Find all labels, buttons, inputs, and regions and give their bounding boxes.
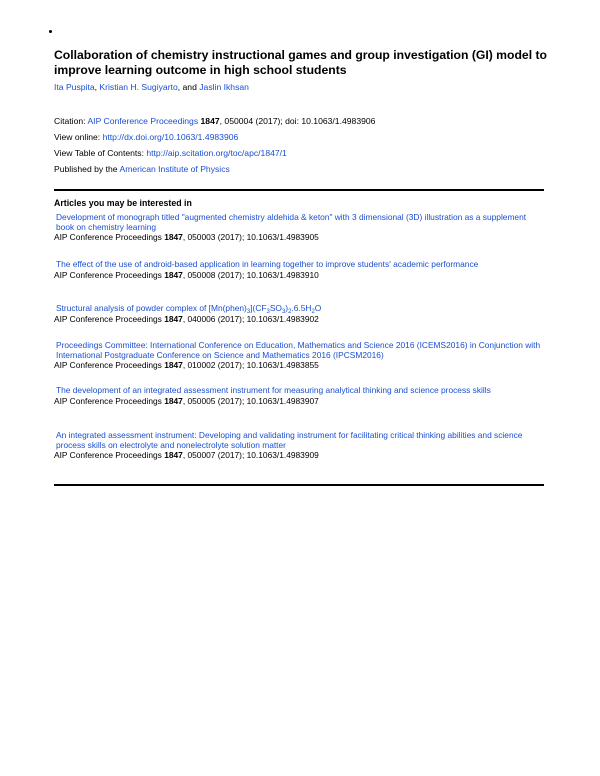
- published-by-label: Published by the: [54, 164, 120, 174]
- bullet-mark: [49, 30, 52, 33]
- author-list: [54, 82, 249, 93]
- article-citation: AIP Conference Proceedings 1847, 050008 (2017); 10.1063/1.4983910: [54, 269, 319, 280]
- view-online-label: View online:: [54, 132, 103, 142]
- related-articles-heading: Articles you may be interested in: [54, 198, 192, 208]
- related-article: [54, 431, 544, 461]
- publisher-link[interactable]: American Institute of Physics: [119, 164, 230, 174]
- article-citation: AIP Conference Proceedings 1847, 050005 (2017); 10.1063/1.4983907: [54, 395, 319, 406]
- related-article: [54, 260, 544, 281]
- author-link[interactable]: Kristian H. Sugiyarto: [99, 82, 178, 92]
- article-citation: AIP Conference Proceedings 1847, 050003 (2017); 10.1063/1.4983905: [54, 232, 319, 243]
- journal-link[interactable]: AIP Conference Proceedings: [87, 116, 199, 126]
- published-by-line: [54, 164, 230, 175]
- citation-line: [54, 116, 375, 127]
- article-title-link[interactable]: The effect of the use of android-based application in learning together to improve students' academic performance: [56, 259, 479, 269]
- doi-link[interactable]: http://dx.doi.org/10.1063/1.4983906: [102, 132, 239, 142]
- article-citation: AIP Conference Proceedings 1847, 050007 (2017); 10.1063/1.4983909: [54, 450, 319, 461]
- related-article: [54, 213, 544, 243]
- view-toc-line: [54, 148, 287, 159]
- author-link[interactable]: Jaslin Ikhsan: [199, 82, 249, 92]
- top-divider: [54, 189, 544, 191]
- article-title-link[interactable]: An integrated assessment instrument: Developing and validating instrument for facilitating critical thinking abilities and science process skills on electrolyte and nonelectrolyte solution matter: [56, 430, 523, 450]
- citation-volume: 1847: [200, 116, 220, 126]
- related-article: [54, 386, 544, 407]
- article-title-link[interactable]: Proceedings Committee: International Conference on Education, Mathematics and Science 2016 (ICEMS2016) in Conjunction with International Postgraduate Conference on Science and Mathematics 2016 (IPCSM2016): [56, 340, 541, 360]
- related-article: [54, 304, 544, 325]
- view-online-line: [54, 132, 238, 143]
- article-citation: AIP Conference Proceedings 1847, 040006 (2017); 10.1063/1.4983902: [54, 313, 319, 324]
- article-title-link[interactable]: Development of monograph titled "augmented chemistry aldehida & keton" with 3 dimensional (3D) illustration as a supplement book on chemistry learning: [56, 212, 527, 232]
- related-article: [54, 341, 544, 371]
- article-title-link[interactable]: The development of an integrated assessment instrument for measuring analytical thinking and science process skills: [56, 385, 491, 395]
- citation-label: Citation:: [54, 116, 88, 126]
- bottom-divider: [54, 484, 544, 486]
- citation-rest: , 050004 (2017); doi: 10.1063/1.4983906: [219, 116, 376, 126]
- article-citation: AIP Conference Proceedings 1847, 010002 (2017); 10.1063/1.4983855: [54, 360, 319, 371]
- author-link[interactable]: Ita Puspita: [54, 82, 95, 92]
- paper-title: Collaboration of chemistry instructional games and group investigation (GI) model to improve learning outcome in high school students: [54, 48, 547, 77]
- toc-link[interactable]: http://aip.scitation.org/toc/apc/1847/1: [146, 148, 287, 158]
- article-title-link[interactable]: Structural analysis of powder complex of $[Mn(phen)_3](CF_3SO_3)_2.6.5H_2O$: [56, 303, 322, 315]
- view-toc-label: View Table of Contents:: [54, 148, 147, 158]
- author-separator: , and: [177, 82, 200, 92]
- author-separator: ,: [94, 82, 100, 92]
